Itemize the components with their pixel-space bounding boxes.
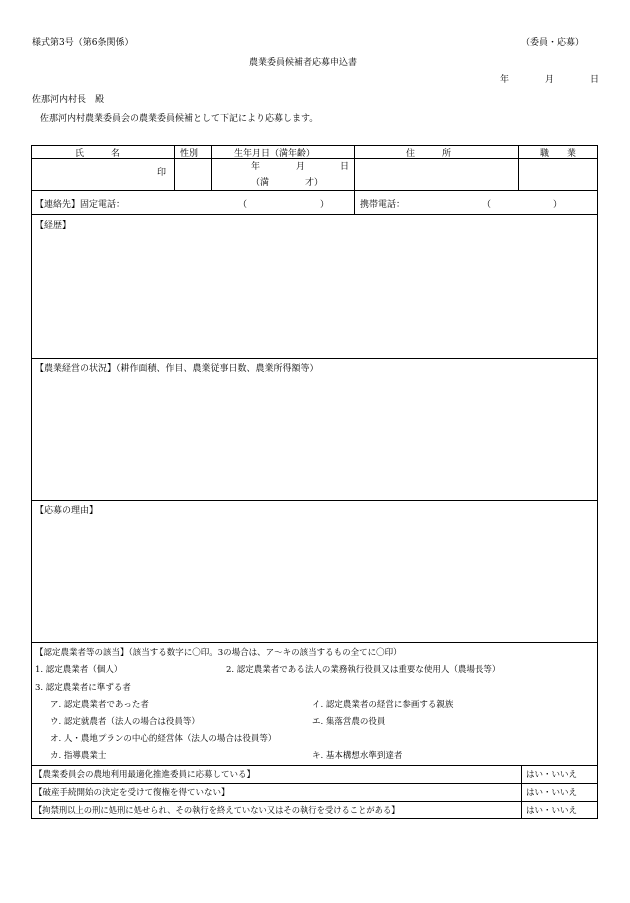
question-3-answer[interactable]: はい・いいえ [526,806,578,816]
reason-label: 【応募の理由】 [35,506,99,516]
col-sex-header: 性別 [180,149,199,159]
birth-month-label: 月 [296,162,306,172]
addressee: 佐那河内村長 殿 [32,95,105,105]
col-birth-header: 生年月日（満年齢） [234,149,316,159]
seal-mark: 印 [157,168,167,178]
question-2-answer[interactable]: はい・いいえ [526,788,578,798]
form-type: （委員・応募） [521,38,585,48]
form-number: 様式第3号（第6条関係） [32,38,134,48]
age-close: 才） [305,178,324,188]
contact-label: 【連絡先】固定電話： [35,200,126,210]
option-i: イ. 認定農業者の経営に参画する親族 [312,700,454,710]
intro-text: 佐那河内村農業委員会の農業委員候補として下記により応募します。 [40,114,319,124]
option-ki: キ. 基本構想水準到達者 [312,751,403,761]
date-day-label: 日 [590,75,600,85]
question-2: 【破産手続開始の決定を受けて復権を得ていない】 [34,788,230,798]
option-1: 1. 認定農業者（個人） [35,665,123,675]
option-2: 2. 認定農業者である法人の業務執行役員又は重要な使用人（農場長等） [226,665,501,675]
col-name-header: 氏 名 [75,149,121,159]
form-title: 農業委員候補者応募申込書 [249,58,358,68]
question-1: 【農業委員会の農地利用最適化推進委員に応募している】 [34,770,256,780]
certified-label: 【認定農業者等の該当】（該当する数字に〇印。3の場合は、ア～キの該当するもの全てに〇印） [35,648,402,658]
option-ka: カ. 指導農業士 [50,751,107,761]
age-open: （満 [251,178,270,188]
option-a: ア. 認定農業者であった者 [50,700,149,710]
question-3: 【拘禁刑以上の刑に処刑に処せられ、その執行を終えていない又はその執行を受けることがある】 [34,805,400,815]
mobile-label: 携帯電話： [360,200,406,210]
question-1-answer[interactable]: はい・いいえ [526,770,578,780]
option-3: 3. 認定農業者に準ずる者 [35,683,131,693]
date-year-label: 年 [500,75,510,85]
col-address-header: 住 所 [406,149,452,159]
col-job-header: 職 業 [540,149,577,159]
birth-year-label: 年 [251,162,261,172]
date-month-label: 月 [545,75,555,85]
option-o: オ. 人・農地プランの中心的経営体（法人の場合は役員等） [50,734,277,744]
birth-day-label: 日 [340,162,350,172]
farming-label: 【農業経営の状況】（耕作面積、作目、農業従事日数、農業所得額等） [35,364,319,374]
mobile-paren-close: ） [553,200,563,210]
contact-paren-close: ） [320,200,330,210]
contact-paren-open: （ [238,200,248,210]
career-label: 【経歴】 [35,221,72,231]
option-e: エ. 集落営農の役員 [312,717,386,727]
mobile-paren-open: （ [482,200,492,210]
option-u: ウ. 認定就農者（法人の場合は役員等） [50,717,200,727]
